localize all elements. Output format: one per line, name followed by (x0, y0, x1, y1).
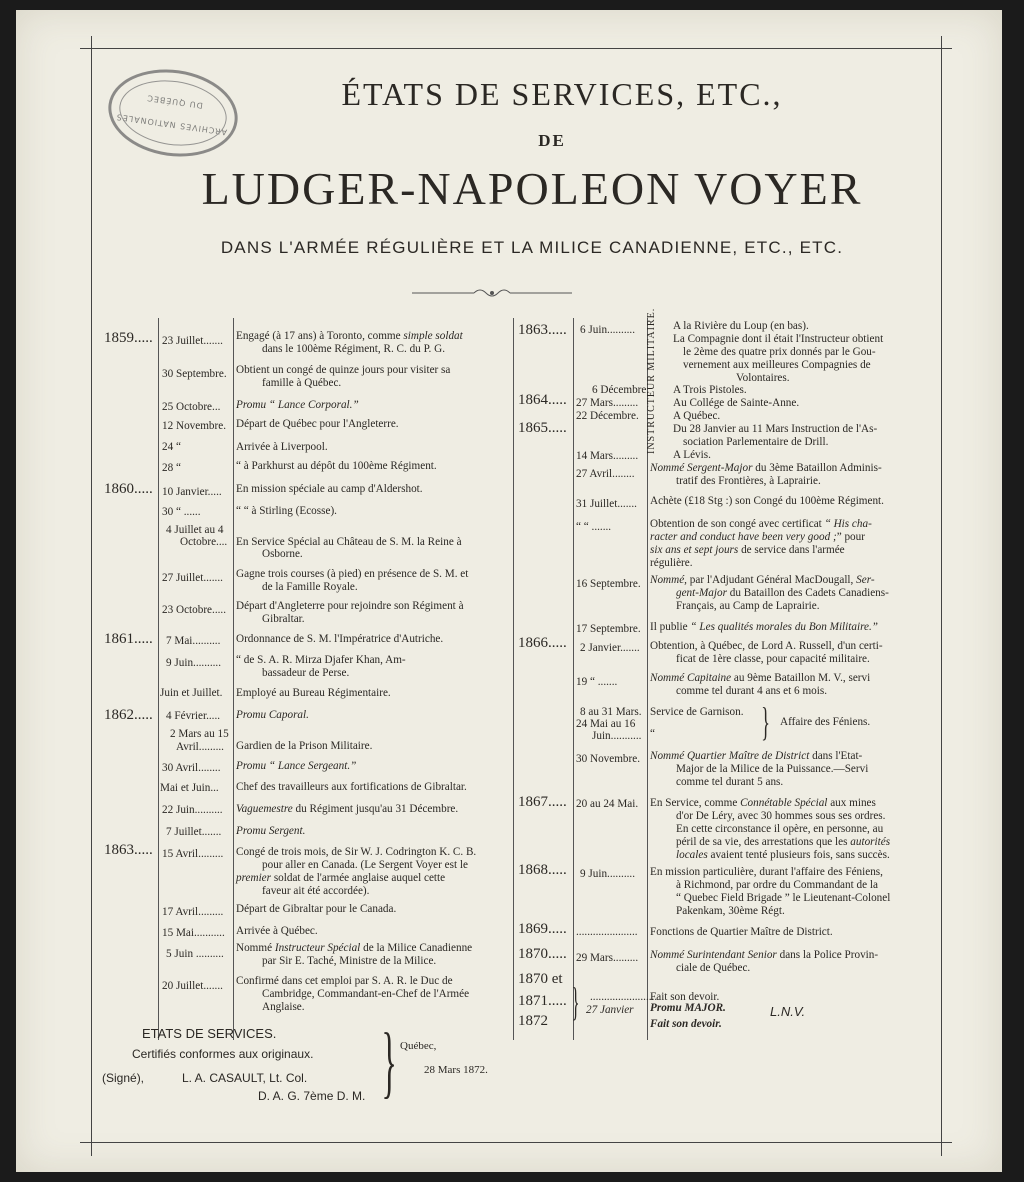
right-date: 9 Juin.......... (580, 868, 636, 880)
year-1870: 1870..... (518, 946, 567, 962)
left-date: 4 Février..... (166, 710, 221, 722)
right-entry-text: Affaire des Féniens. (780, 716, 871, 728)
right-entry-text: Fait son devoir. (650, 991, 720, 1003)
left-date-rule (233, 318, 234, 1040)
right-entry-text: péril de sa vie, des arrestations que les autorités (676, 836, 891, 848)
left-entry-text: Départ d'Angleterre pour rejoindre son Régiment à (236, 600, 464, 612)
certification-date: 28 Mars 1872. (424, 1064, 488, 1076)
left-entry-text: premier soldat de l'armée anglaise auquel cette (236, 872, 446, 884)
left-entry-text: de la Famille Royale. (262, 581, 358, 593)
right-date: 16 Septembre. (576, 578, 641, 590)
right-entry-text: comme tel durant 5 ans. (676, 776, 784, 788)
year-1868: 1868..... (518, 862, 567, 878)
year-1867: 1867..... (518, 794, 567, 810)
right-entry-text: Du 28 Janvier au 11 Mars Instruction de l'As- (673, 423, 878, 435)
left-entry-text: Vaguemestre du Régiment jusqu'au 31 Décembre. (236, 803, 459, 815)
right-date: 8 au 31 Mars. (580, 706, 642, 718)
year-1866: 1866..... (518, 635, 567, 651)
right-entry-text: En Service, comme Connétable Spécial aux mines (650, 797, 876, 809)
year-1865: 1865..... (518, 420, 567, 436)
stamp-line1: ARCHIVES NATIONALES (115, 112, 228, 137)
left-date: 12 Novembre. (162, 420, 227, 432)
handwritten-signature: L.N.V. (770, 1004, 806, 1019)
left-date: 27 Juillet....... (162, 572, 223, 584)
right-date: 24 Mai au 16 (576, 718, 636, 730)
right-date: 27 Janvier (586, 1004, 634, 1016)
left-date: 24 “ (162, 441, 181, 453)
left-entry-text: En Service Spécial au Château de S. M. la Reine à (236, 536, 462, 548)
right-date: 2 Janvier....... (580, 642, 640, 654)
right-year-rule (573, 318, 574, 1040)
right-date: 14 Mars......... (576, 450, 639, 462)
left-entry-text: Nommé Instructeur Spécial de la Milice Canadienne (236, 942, 473, 954)
left-date: 5 Juin .......... (166, 948, 224, 960)
left-date: 25 Octobre... (162, 401, 221, 413)
certification-heading: ETATS DE SERVICES. (142, 1026, 277, 1041)
right-entry-text: Nommé Sergent-Major du 3ème Bataillon Adminis- (650, 462, 882, 474)
right-entry-text: Nommé, par l'Adjudant Général MacDougall, Ser- (650, 574, 875, 586)
right-date: 29 Mars......... (576, 952, 639, 964)
year-1871: 1871..... (518, 993, 567, 1009)
right-entry-text: racter and conduct have been very good ;” pour (650, 531, 865, 543)
left-date: 23 Octobre..... (162, 604, 227, 616)
left-entry-text: “ à Parkhurst au dépôt du 100ème Régiment. (236, 460, 437, 472)
person-name: LUDGER-NAPOLEON VOYER (201, 163, 863, 214)
center-rule (513, 318, 514, 1040)
right-date: 6 Décembre. (592, 384, 650, 396)
right-entry-text: Achète (£18 Stg :) son Congé du 100ème Régiment. (650, 495, 884, 507)
right-entry-text: Obtention, à Québec, de Lord A. Russell, d'un certi- (650, 640, 883, 652)
right-date: 17 Septembre. (576, 623, 641, 635)
left-date: 4 Juillet au 4 (166, 524, 224, 536)
right-entry-text: ficat de 1ère classe, pour capacité militaire. (676, 653, 870, 665)
officer-name: L. A. CASAULT, Lt. Col. (182, 1071, 308, 1085)
left-entry-text: Promu Sergent. (236, 825, 306, 837)
left-entry-text: “ de S. A. R. Mirza Djafer Khan, Am- (236, 654, 406, 666)
left-entry-text: Arrivée à Liverpool. (236, 441, 328, 453)
right-date: Juin........... (592, 730, 642, 742)
subtitle: DANS L'ARMÉE RÉGULIÈRE ET LA MILICE CANADIENNE, ETC., ETC. (220, 238, 844, 257)
left-date: 23 Juillet....... (162, 335, 223, 347)
year-1872: 1872 (518, 1013, 548, 1029)
year-1863-right: 1863..... (518, 322, 567, 338)
right-date: ...................... (576, 926, 638, 938)
left-entry-text: Congé de trois mois, de Sir W. J. Codrington K. C. B. (236, 846, 477, 858)
left-entry-text: Osborne. (262, 548, 303, 560)
left-date: 30 Avril........ (162, 762, 221, 774)
right-entry-text: A la Rivière du Loup (en bas). (673, 320, 809, 332)
right-entry-text: En cette circonstance il opère, en personne, au (676, 823, 884, 835)
left-date: 15 Avril......... (162, 848, 224, 860)
title-line2: DE (538, 131, 566, 150)
right-date: 27 Mars......... (576, 397, 639, 409)
right-entry-text: Il publie “ Les qualités morales du Bon Militaire.” (650, 621, 879, 633)
right-date: 22 Décembre. (576, 410, 639, 422)
year-1864: 1864..... (518, 392, 567, 408)
right-entry-text: Français, au Camp de Laprairie. (676, 600, 820, 612)
right-entry-text: Nommé Capitaine au 9ème Bataillon M. V., servi (650, 672, 871, 684)
ornament-divider (412, 286, 572, 300)
left-entry-text: Employé au Bureau Régimentaire. (236, 687, 391, 699)
right-entry-text: “ Quebec Field Brigade ” le Lieutenant-Colonel (676, 892, 891, 904)
right-entry-text: d'or De Léry, avec 30 hommes sous ses ordres. (676, 810, 886, 822)
fenian-brace: } (761, 699, 770, 744)
left-date: 2 Mars au 15 (170, 728, 229, 740)
right-entry-text: à Richmond, par ordre du Commandant de la (676, 879, 878, 891)
left-entry-text: Gibraltar. (262, 613, 305, 625)
right-entry-text: La Compagnie dont il était l'Instructeur obtient (673, 333, 884, 345)
left-entry-text: dans le 100ème Régiment, R. C. du P. G. (262, 343, 446, 355)
left-date: 7 Juillet....... (166, 826, 222, 838)
left-date: 22 Juin.......... (162, 804, 223, 816)
right-entry-text: “ (650, 728, 655, 740)
left-year-rule (158, 318, 159, 1040)
left-date: 7 Mai.......... (166, 635, 221, 647)
left-date: Octobre.... (180, 536, 228, 548)
left-entry-text: Confirmé dans cet emploi par S. A. R. le Duc de (236, 975, 453, 987)
stamp-line2: DU QUÉBEC (145, 93, 204, 111)
left-date: 15 Mai........... (162, 927, 225, 939)
right-entry-text: régulière. (650, 557, 693, 569)
left-date: 20 Juillet....... (162, 980, 223, 992)
left-entry-text: bassadeur de Perse. (262, 667, 350, 679)
right-date: ........................ (590, 991, 658, 1003)
right-entry-text: A Québec. (673, 410, 721, 422)
left-entry-text: pour aller en Canada. (Le Sergent Voyer est le (262, 859, 468, 871)
right-entry-text: locales avaient tenté plusieurs fois, sans succès. (676, 849, 890, 861)
year-1869: 1869..... (518, 921, 567, 937)
right-entry-text: six ans et sept jours de service dans l'armée (650, 544, 845, 556)
left-date: 30 “ ...... (162, 506, 201, 518)
left-date: 10 Janvier..... (162, 486, 222, 498)
certification-brace: } (381, 1018, 397, 1106)
left-entry-text: faveur ait été accordée). (262, 885, 370, 897)
right-entry-text: tratif des Frontières, à Laprairie. (676, 475, 821, 487)
left-date: 9 Juin.......... (166, 657, 222, 669)
right-entry-text: En mission particulière, durant l'affaire des Féniens, (650, 866, 883, 878)
year-1863-left: 1863..... (104, 842, 153, 858)
year-1860: 1860..... (104, 481, 153, 497)
right-date: 30 Novembre. (576, 753, 641, 765)
right-date: 20 au 24 Mai. (576, 798, 639, 810)
right-entry-text: sociation Parlementaire de Drill. (683, 436, 829, 448)
right-entry-text: Nommé Quartier Maître de District dans l'Etat- (650, 750, 863, 762)
right-date: “ “ ....... (576, 521, 612, 533)
signed-label: (Signé), (102, 1071, 145, 1085)
left-entry-text: Chef des travailleurs aux fortifications de Gibraltar. (236, 781, 467, 793)
certification-line: Certifiés conformes aux originaux. (132, 1047, 314, 1061)
left-entry-text: Gardien de la Prison Militaire. (236, 740, 373, 752)
left-entry-text: “ “ à Stirling (Ecosse). (236, 505, 337, 517)
right-entry-text: comme tel durant 4 ans et 6 mois. (676, 685, 827, 697)
left-date: Mai et Juin... (160, 782, 219, 794)
left-entry-text: Cambridge, Commandant-en-Chef de l'Armée (262, 988, 470, 1000)
left-entry-text: Ordonnance de S. M. l'Impératrice d'Autriche. (236, 633, 444, 645)
right-date: 27 Avril........ (576, 468, 635, 480)
year-1870-et: 1870 et (518, 971, 563, 987)
left-date: 17 Avril......... (162, 906, 224, 918)
right-entry-text: A Lévis. (673, 449, 711, 461)
officer-rank: D. A. G. 7ème D. M. (258, 1089, 366, 1103)
year-1862: 1862..... (104, 707, 153, 723)
left-date: 30 Septembre. (162, 368, 227, 380)
right-entry-text: le 2ème des quatre prix donnés par le Gou- (683, 346, 876, 358)
frame-top-line (80, 48, 952, 49)
right-date: 19 “ ....... (576, 676, 618, 688)
left-entry-text: famille à Québec. (262, 377, 342, 389)
left-entry-text: Promu “ Lance Corporal.” (236, 399, 359, 411)
left-entry-text: Départ de Québec pour l'Angleterre. (236, 418, 399, 430)
left-entry-text: Promu Caporal. (236, 709, 309, 721)
right-entry-text: Fait son devoir. (650, 1018, 722, 1030)
year-1861: 1861..... (104, 631, 153, 647)
left-entry-text: Promu “ Lance Sergeant.” (236, 760, 357, 772)
right-entry-text: Nommé Surintendant Senior dans la Police Provin- (650, 949, 879, 961)
left-entry-text: Gagne trois courses (à pied) en présence de S. M. et (236, 568, 469, 580)
left-entry-text: Engagé (à 17 ans) à Toronto, comme simple soldat (236, 330, 463, 342)
years-brace: } (571, 979, 580, 1024)
left-entry-text: Arrivée à Québec. (236, 925, 318, 937)
year-1859: 1859..... (104, 330, 153, 346)
instructeur-militaire-label: INSTRUCTEUR MILITAIRE. (646, 307, 657, 454)
left-entry-text: Anglaise. (262, 1001, 305, 1013)
left-date: Juin et Juillet. (160, 687, 223, 699)
right-entry-text: Service de Garnison. (650, 706, 744, 718)
right-entry-text: vernement aux meilleures Compagnies de (683, 359, 871, 371)
right-date: 6 Juin.......... (580, 324, 636, 336)
right-entry-text: ciale de Québec. (676, 962, 751, 974)
right-date: 31 Juillet....... (576, 498, 637, 510)
right-entry-text: Au Collége de Sainte-Anne. (673, 397, 800, 409)
right-entry-text: Volontaires. (736, 372, 790, 384)
right-entry-text: A Trois Pistoles. (673, 384, 747, 396)
right-entry-text: Major de la Milice de la Puissance.—Servi (676, 763, 869, 775)
left-date: 28 “ (162, 462, 181, 474)
right-entry-text: Obtention de son congé avec certificat “ His cha- (650, 518, 872, 530)
right-entry-text: gent-Major du Bataillon des Cadets Canadiens- (676, 587, 889, 599)
frame-bottom-line (80, 1142, 952, 1143)
right-entry-text: Promu MAJOR. (650, 1002, 726, 1014)
left-entry-text: En mission spéciale au camp d'Aldershot. (236, 483, 423, 495)
left-date: Avril......... (176, 741, 224, 753)
left-entry-text: Départ de Gibraltar pour le Canada. (236, 903, 397, 915)
right-entry-text: Fonctions de Quartier Maître de District. (650, 926, 833, 938)
left-entry-text: par Sir E. Taché, Ministre de la Milice. (262, 955, 437, 967)
title-line1: ÉTATS DE SERVICES, ETC., (341, 76, 783, 112)
certification-place: Québec, (400, 1040, 437, 1052)
left-entry-text: Obtient un congé de quinze jours pour visiter sa (236, 364, 451, 376)
right-entry-text: Pakenkam, 30ème Régt. (676, 905, 785, 917)
